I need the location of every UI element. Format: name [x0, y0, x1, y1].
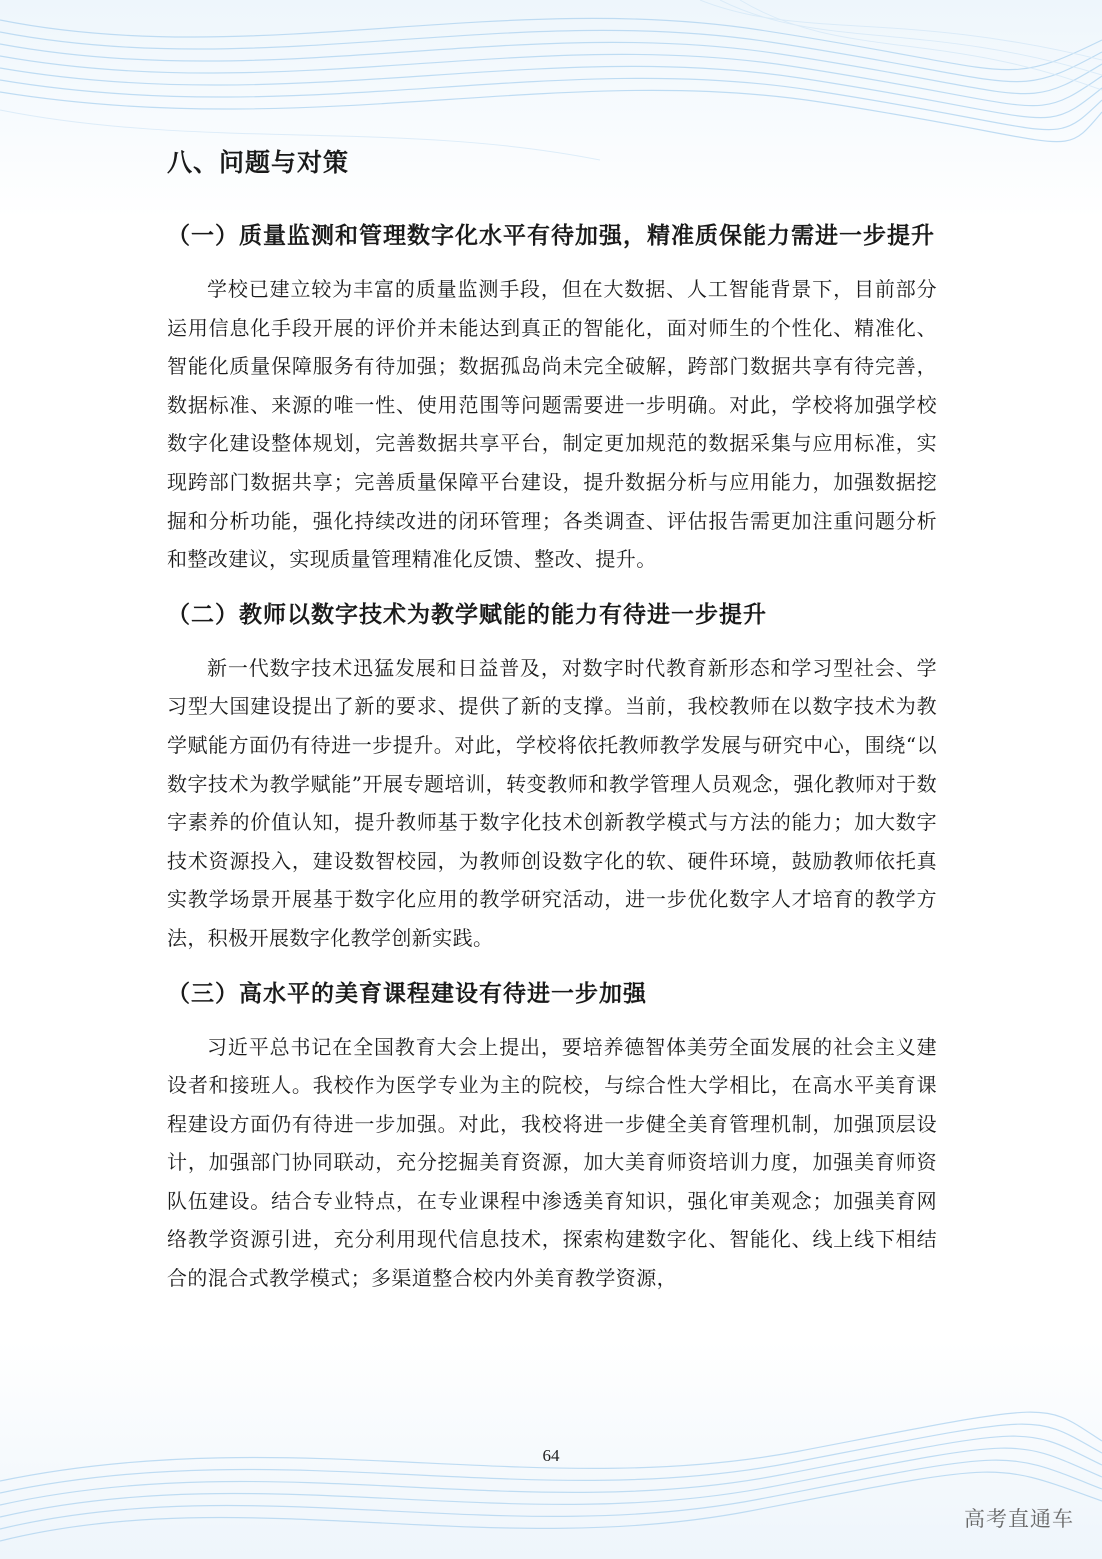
page-content [167, 140, 937, 1306]
page-number: 64 [542, 1446, 560, 1465]
section-3-paragraph: 习近平总书记在全国教育大会上提出，要培养德智体美劳全面发展的社会主义建设者和接班人。我校作为医学专业为主的院校，与综合性大学相比，在高水平美育课程建设方面仍有待进一步加强。对此，我校将进一步健全美育管理机制，加强顶层设计，加强部门协同联动，充分挖掘美育资源，加大美育师资培训力度，加强美育师资队伍建设。结合专业特点，在专业课程中渗透美育知识，强化审美观念；加强美育网络教学资源引进，充分利用现代信息技术，探索构建数字化、智能化、线上线下相结合的混合式教学模式；多渠道整合校内外美育教学资源， [167, 1034, 937, 1291]
chapter-title: 八、问题与对策 [167, 148, 350, 177]
bottom-wave-decoration [0, 1409, 1102, 1559]
section-2-title: （二）教师以数字技术为教学赋能的能力有待进一步提升 [167, 601, 767, 628]
section-3-title: （三）高水平的美育课程建设有待进一步加强 [167, 980, 647, 1007]
section-1-paragraph: 学校已建立较为丰富的质量监测手段，但在大数据、人工智能背景下，目前部分运用信息化手段开展的评价并未能达到真正的智能化，面对师生的个性化、精准化、智能化质量保障服务有待加强；数据孤岛尚未完全破解，跨部门数据共享有待完善，数据标准、来源的唯一性、使用范围等问题需要进一步明确。对此，学校将加强学校数字化建设整体规划，完善数据共享平台，制定更加规范的数据采集与应用标准，实现跨部门数据共享；完善质量保障平台建设，提升数据分析与应用能力，加强数据挖掘和分析功能，强化持续改进的闭环管理；各类调查、评估报告需更加注重问题分析和整改建议，实现质量管理精准化反馈、整改、提升。 [167, 277, 937, 572]
section-2-paragraph: 新一代数字技术迅猛发展和日益普及，对数字时代教育新形态和学习型社会、学习型大国建设提出了新的要求、提供了新的支撑。当前，我校教师在以数字技术为教学赋能方面仍有待进一步提升。对此，学校将依托教师教学发展与研究中心，围绕“以数字技术为教学赋能”开展专题培训，转变教师和教学管理人员观念，强化教师对于数字素养的价值认知，提升教师基于数字化技术创新教学模式与方法的能力；加大数字技术资源投入，建设数智校园，为教师创设数字化的软、硬件环境，鼓励教师依托真实教学场景开展基于数字化应用的教学研究活动，进一步优化数字人才培育的教学方法，积极开展数字化教学创新实践。 [167, 655, 937, 950]
watermark: 高考直通车 [964, 1507, 1074, 1531]
section-1-title: （一）质量监测和管理数字化水平有待加强，精准质保能力需进一步提升 [167, 223, 935, 249]
